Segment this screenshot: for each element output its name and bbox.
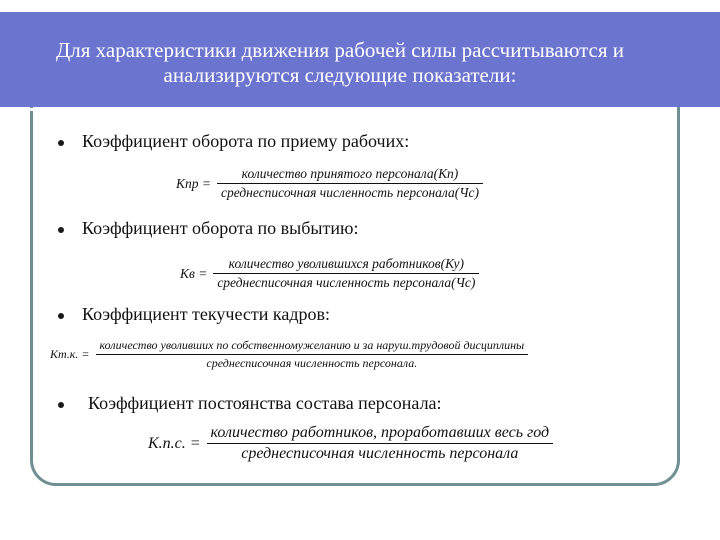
- bullet-dot: [58, 313, 64, 319]
- formula-denominator: среднесписочная численность персонала(Чс): [217, 275, 476, 290]
- formula-hiring-turnover: [176, 166, 483, 201]
- bullet-dot: [58, 227, 64, 233]
- bullet-dot: [58, 140, 64, 146]
- bullet-label-staff-fluidity: Коэффициент текучести кадров:: [82, 304, 331, 324]
- formula-denominator: среднесписочная численность персонала: [241, 445, 519, 462]
- slide-header: [0, 12, 720, 107]
- formula-numerator: количество уволивших по собственномужеланию и за наруш.трудовой дисциплины: [99, 338, 525, 352]
- bullet-label-staff-constancy: Коэффициент постоянства состава персонала:: [88, 393, 442, 413]
- formula-retirement-turnover: [180, 256, 479, 291]
- formula-denominator: среднесписочная численность персонала.: [206, 356, 418, 370]
- slide-title: Для характеристики движения рабочей силы рассчитываются и анализируются следующие показатели:: [55, 38, 625, 87]
- formula-numerator: количество принятого персонала(Кп): [241, 166, 459, 181]
- bullet-dot: [58, 402, 64, 408]
- formula-denominator: среднесписочная численность персонала(Чс): [220, 185, 480, 200]
- formula-lhs: Кпр =: [176, 175, 211, 191]
- bullet-label-retirement-turnover: Коэффициент оборота по выбытию:: [82, 218, 359, 238]
- formula-staff-fluidity: [50, 338, 528, 371]
- formula-fraction: [96, 338, 529, 371]
- formula-numerator: количество уволившихся работников(Ку): [228, 256, 464, 271]
- formula-lhs: Кт.к. =: [50, 347, 90, 361]
- formula-fraction: [207, 424, 554, 463]
- header-divider: [20, 108, 640, 111]
- formula-lhs: Кв =: [180, 265, 208, 281]
- formula-lhs: К.п.с. =: [148, 434, 201, 452]
- formula-fraction: [213, 256, 479, 291]
- formula-staff-constancy: [148, 424, 553, 463]
- bullet-label-hiring-turnover: Коэффициент оборота по приему рабочих:: [82, 131, 410, 151]
- formula-fraction: [217, 166, 483, 201]
- formula-numerator: количество работников, проработавших весь год: [210, 424, 550, 441]
